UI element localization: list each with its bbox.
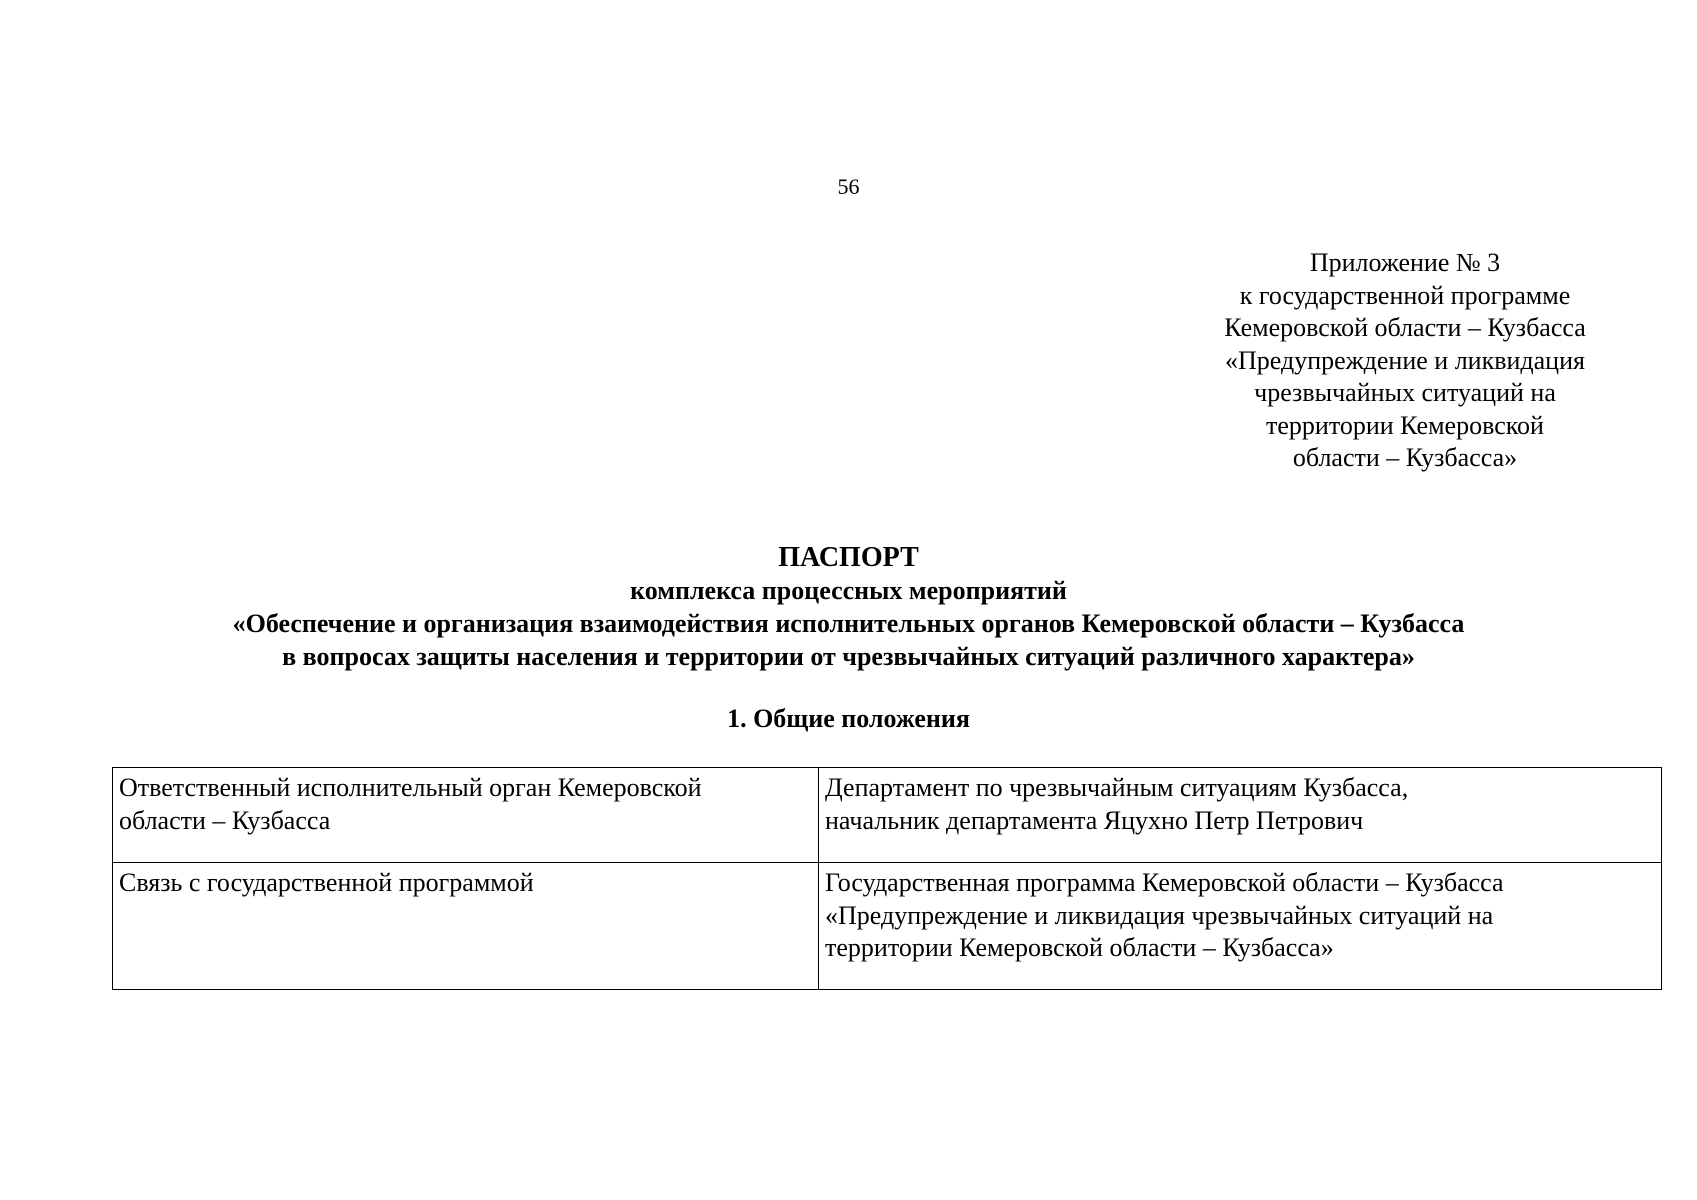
cell-text: Государственная программа Кемеровской области – Кузбасса [825,868,1504,897]
table-cell-label [113,863,819,990]
appendix-line: Приложение № 3 [1309,248,1501,277]
title-line: в вопросах защиты населения и территории от чрезвычайных ситуаций различного характера» [282,642,1415,671]
table-cell-value [819,768,1662,863]
appendix-note [1180,247,1630,475]
cell-text: Связь с государственной программой [119,868,534,897]
cell-text: территории Кемеровской области – Кузбасса» [825,933,1334,962]
table-cell-value [819,863,1662,990]
document-title [0,541,1697,673]
table-row [113,768,1662,863]
general-provisions-table [112,767,1662,990]
table-cell-label [113,768,819,863]
appendix-line: «Предупреждение и ликвидация [1225,345,1585,375]
page-number: 56 [837,174,860,199]
table-row [113,863,1662,990]
appendix-line: чрезвычайных ситуаций на [1254,378,1556,407]
title-line: комплекса процессных мероприятий [630,576,1067,605]
cell-text: начальник департамента Яцухно Петр Петрович [825,805,1364,835]
cell-text: «Предупреждение и ликвидация чрезвычайных ситуаций на [825,900,1494,930]
appendix-line: территории Кемеровской [1266,410,1544,440]
title-line: «Обеспечение и организация взаимодействия исполнительных органов Кемеровской области – Кузбасса [232,609,1465,638]
section-heading: 1. Общие положения [727,704,970,733]
cell-text: Ответственный исполнительный орган Кемеровской [119,773,702,802]
cell-text: Департамент по чрезвычайным ситуациям Кузбасса, [825,773,1409,802]
cell-text: области – Кузбасса [119,805,331,835]
appendix-line: к государственной программе [1239,280,1571,310]
title-main: ПАСПОРТ [778,542,919,573]
appendix-line: Кемеровской области – Кузбасса [1224,313,1586,342]
appendix-line: области – Кузбасса» [1292,443,1518,472]
